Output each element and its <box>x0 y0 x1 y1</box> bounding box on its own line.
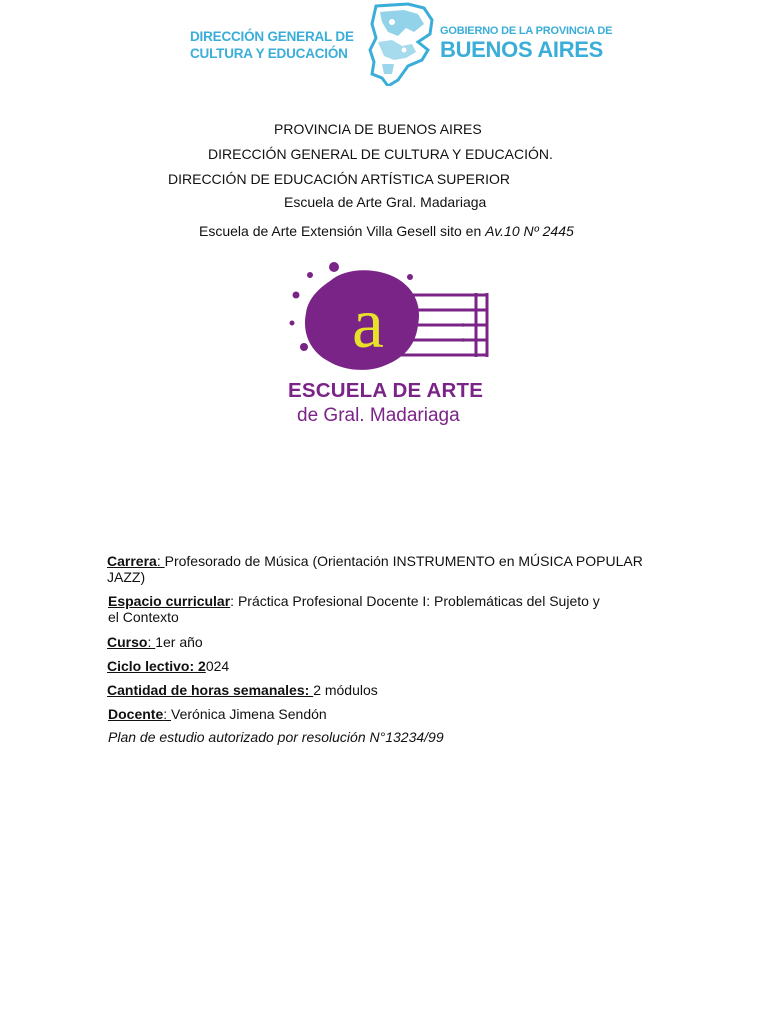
ciclo-label: Ciclo lectivo: 2 <box>107 658 206 674</box>
curso-sep: : <box>147 634 156 650</box>
field-carrera <box>107 553 667 585</box>
title-provincia: PROVINCIA DE BUENOS AIRES <box>274 121 482 137</box>
carrera-sep: : <box>156 553 165 569</box>
dgcye-logo-line2: CULTURA Y EDUCACIÓN <box>190 46 348 61</box>
horas-value: 2 módulos <box>313 682 378 698</box>
gobierno-pba-line1: GOBIERNO DE LA PROVINCIA DE <box>440 25 613 37</box>
province-map-emblem-icon <box>368 2 436 86</box>
gobierno-pba-line2: BUENOS AIRES <box>440 37 604 62</box>
curso-label: Curso <box>107 634 148 650</box>
title-escuela: Escuela de Arte Gral. Madariaga <box>284 194 487 210</box>
gobierno-pba-logo <box>440 25 620 62</box>
title-direccion-general: DIRECCIÓN GENERAL DE CULTURA Y EDUCACIÓN. <box>208 146 553 162</box>
espacio-value-line2: el Contexto <box>108 609 179 625</box>
dgcye-logo <box>190 28 360 62</box>
logo-letter: a <box>352 283 384 363</box>
dgcye-logo-line1: DIRECCIÓN GENERAL DE <box>190 29 354 44</box>
extension-address: Av.10 Nº 2445 <box>485 223 574 239</box>
escuela-de-arte-logo <box>280 255 492 435</box>
docente-sep: : <box>163 706 172 722</box>
plan-de-estudio: Plan de estudio autorizado por resolución N°13234/99 <box>108 729 444 745</box>
field-ciclo-lectivo <box>107 658 229 674</box>
docente-label: Docente <box>108 706 164 722</box>
espacio-label: Espacio curricular <box>108 593 231 609</box>
espacio-value-line1: Práctica Profesional Docente I: Problemáticas del Sujeto y <box>237 593 600 609</box>
curso-value: 1er año <box>155 634 203 650</box>
extension-text: Escuela de Arte Extensión Villa Gesell sito en <box>199 223 486 239</box>
field-curso <box>107 634 203 650</box>
field-docente <box>108 706 327 722</box>
ciclo-value: 024 <box>205 658 230 674</box>
carrera-value-line2: JAZZ) <box>107 569 146 585</box>
field-espacio-curricular <box>108 593 628 625</box>
field-horas-semanales <box>107 682 378 698</box>
espacio-sep: : <box>230 593 238 609</box>
logo-name-line2: de Gral. Madariaga <box>297 405 460 426</box>
escuela-de-arte-emblem-icon <box>280 255 492 375</box>
docente-value: Verónica Jimena Sendón <box>171 706 327 722</box>
horas-label: Cantidad de horas semanales: <box>107 682 314 698</box>
title-extension <box>199 222 574 240</box>
logo-name-line1: ESCUELA DE ARTE <box>288 379 484 402</box>
carrera-label: Carrera <box>107 553 157 569</box>
title-direccion-artistica: DIRECCIÓN DE EDUCACIÓN ARTÍSTICA SUPERIOR <box>168 171 511 187</box>
carrera-value-line1: Profesorado de Música (Orientación INSTRUMENTO en MÚSICA POPULAR <box>164 553 643 569</box>
